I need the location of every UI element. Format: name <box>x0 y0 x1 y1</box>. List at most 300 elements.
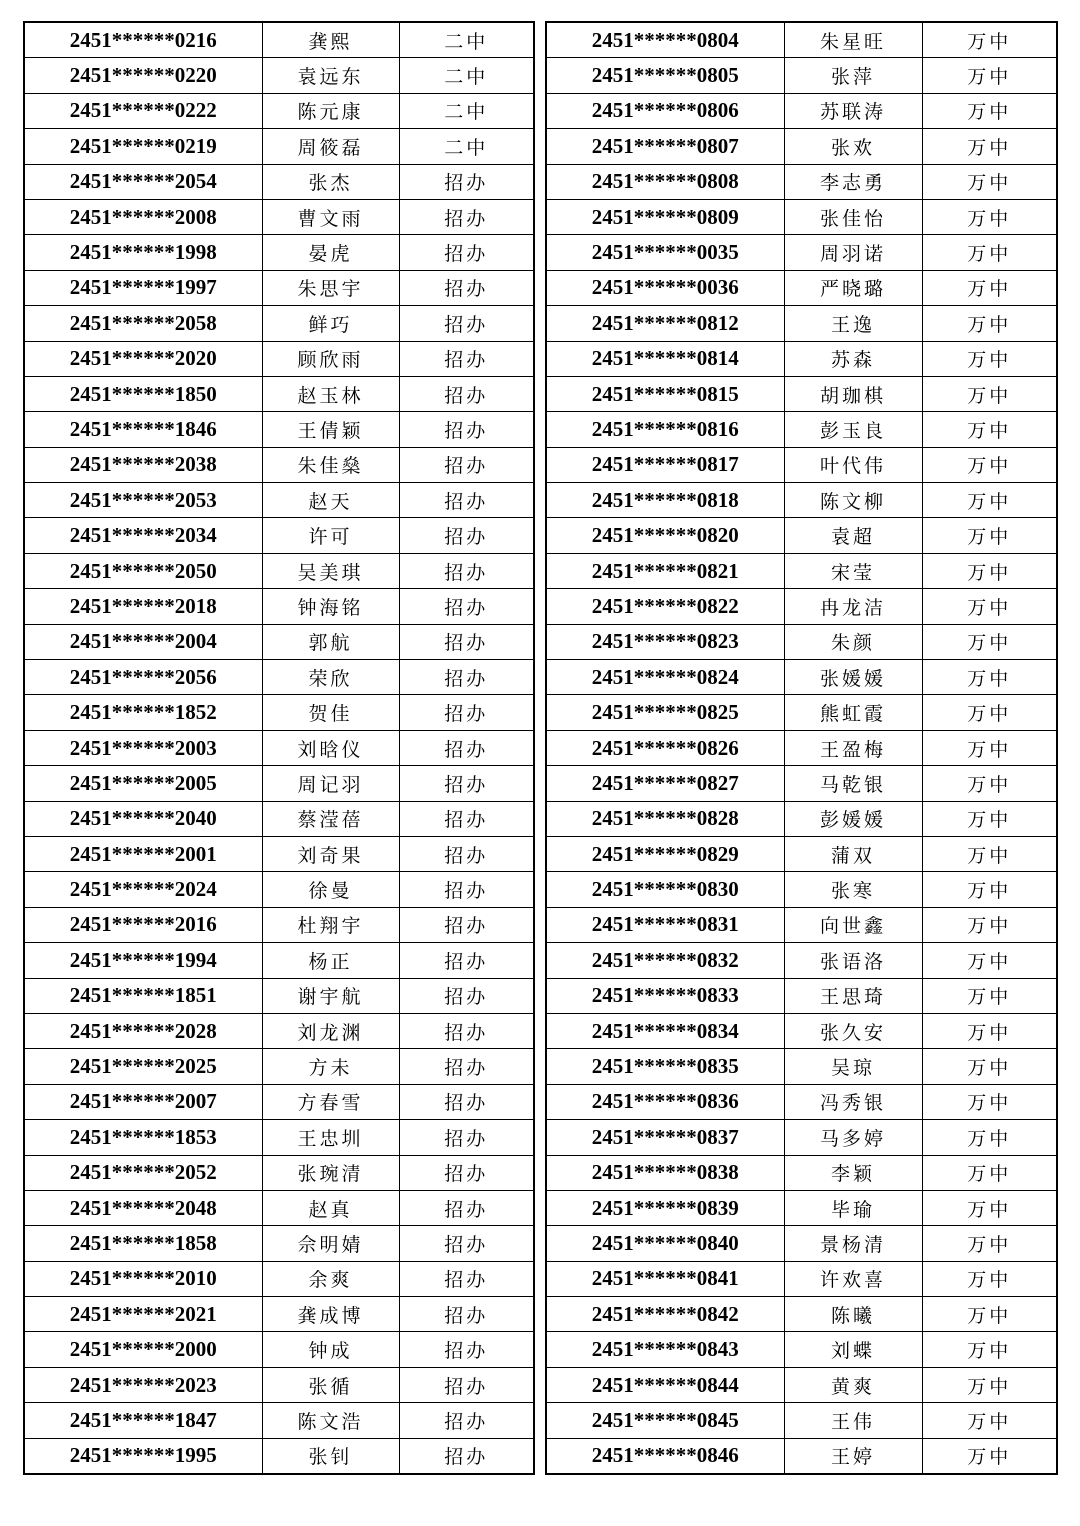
table-row <box>24 1226 534 1261</box>
student-name-cell: 苏森 <box>784 341 922 376</box>
exam-id-cell: 2451******2000 <box>24 1332 262 1367</box>
table-row <box>546 199 1057 234</box>
exam-id-cell: 2451******2052 <box>24 1155 262 1190</box>
exam-id-cell: 2451******2056 <box>24 660 262 695</box>
exam-id-cell: 2451******2016 <box>24 907 262 942</box>
school-cell: 招办 <box>399 412 534 447</box>
school-cell: 万中 <box>922 1049 1057 1084</box>
student-name-cell: 鲜巧 <box>262 306 399 341</box>
table-row <box>24 943 534 978</box>
school-cell: 万中 <box>922 1190 1057 1225</box>
exam-id-cell: 2451******0814 <box>546 341 784 376</box>
exam-id-cell: 2451******0830 <box>546 872 784 907</box>
student-name-cell: 叶代伟 <box>784 447 922 482</box>
student-name-cell: 李颖 <box>784 1155 922 1190</box>
school-cell: 万中 <box>922 483 1057 518</box>
exam-id-cell: 2451******0821 <box>546 553 784 588</box>
exam-id-cell: 2451******0219 <box>24 129 262 164</box>
student-name-cell: 苏联涛 <box>784 93 922 128</box>
student-name-cell: 景杨清 <box>784 1226 922 1261</box>
exam-id-cell: 2451******2018 <box>24 589 262 624</box>
school-cell: 招办 <box>399 447 534 482</box>
exam-id-cell: 2451******0826 <box>546 730 784 765</box>
school-cell: 万中 <box>922 341 1057 376</box>
exam-id-cell: 2451******0822 <box>546 589 784 624</box>
student-name-cell: 熊虹霞 <box>784 695 922 730</box>
school-cell: 招办 <box>399 1261 534 1296</box>
student-name-cell: 张循 <box>262 1367 399 1402</box>
student-name-cell: 陈元康 <box>262 93 399 128</box>
student-name-cell: 向世鑫 <box>784 907 922 942</box>
student-name-cell: 钟海铭 <box>262 589 399 624</box>
table-row <box>546 1013 1057 1048</box>
table-row <box>24 589 534 624</box>
exam-id-cell: 2451******0036 <box>546 270 784 305</box>
table-row <box>24 1049 534 1084</box>
table-row <box>546 1084 1057 1119</box>
school-cell: 招办 <box>399 1049 534 1084</box>
exam-id-cell: 2451******0220 <box>24 58 262 93</box>
table-row <box>546 730 1057 765</box>
school-cell: 招办 <box>399 1403 534 1438</box>
school-cell: 招办 <box>399 943 534 978</box>
student-name-cell: 张欢 <box>784 129 922 164</box>
school-cell: 招办 <box>399 270 534 305</box>
student-name-cell: 李志勇 <box>784 164 922 199</box>
school-cell: 万中 <box>922 1155 1057 1190</box>
table-row <box>546 270 1057 305</box>
exam-id-cell: 2451******2050 <box>24 553 262 588</box>
school-cell: 万中 <box>922 164 1057 199</box>
exam-id-cell: 2451******2020 <box>24 341 262 376</box>
table-row <box>546 1297 1057 1332</box>
student-name-cell: 刘奇果 <box>262 836 399 871</box>
student-name-cell: 蒲双 <box>784 836 922 871</box>
student-name-cell: 陈文浩 <box>262 1403 399 1438</box>
student-name-cell: 朱颜 <box>784 624 922 659</box>
school-cell: 二中 <box>399 129 534 164</box>
exam-id-cell: 2451******0840 <box>546 1226 784 1261</box>
table-row <box>24 1261 534 1296</box>
school-cell: 万中 <box>922 695 1057 730</box>
student-name-cell: 王思琦 <box>784 978 922 1013</box>
student-name-cell: 王倩颖 <box>262 412 399 447</box>
school-cell: 万中 <box>922 270 1057 305</box>
exam-id-cell: 2451******0829 <box>546 836 784 871</box>
table-row <box>546 978 1057 1013</box>
student-name-cell: 杨正 <box>262 943 399 978</box>
student-name-cell: 刘龙渊 <box>262 1013 399 1048</box>
table-row <box>24 447 534 482</box>
student-name-cell: 张媛媛 <box>784 660 922 695</box>
school-cell: 万中 <box>922 306 1057 341</box>
school-cell: 二中 <box>399 58 534 93</box>
exam-id-cell: 2451******0805 <box>546 58 784 93</box>
table-row <box>546 1049 1057 1084</box>
table-row <box>546 553 1057 588</box>
exam-id-cell: 2451******1846 <box>24 412 262 447</box>
school-cell: 万中 <box>922 872 1057 907</box>
table-row <box>24 1332 534 1367</box>
table-row <box>24 766 534 801</box>
student-name-cell: 张语洛 <box>784 943 922 978</box>
exam-id-cell: 2451******1851 <box>24 978 262 1013</box>
student-name-cell: 彭玉良 <box>784 412 922 447</box>
school-cell: 万中 <box>922 412 1057 447</box>
exam-id-cell: 2451******0833 <box>546 978 784 1013</box>
school-cell: 万中 <box>922 1261 1057 1296</box>
student-name-cell: 冯秀银 <box>784 1084 922 1119</box>
exam-id-cell: 2451******0831 <box>546 907 784 942</box>
table-row <box>24 129 534 164</box>
student-name-cell: 袁超 <box>784 518 922 553</box>
table-row <box>24 1190 534 1225</box>
exam-id-cell: 2451******0816 <box>546 412 784 447</box>
table-row <box>24 1120 534 1155</box>
table-row <box>24 199 534 234</box>
table-row <box>24 518 534 553</box>
table-row <box>24 270 534 305</box>
table-row <box>24 624 534 659</box>
student-name-cell: 刘晗仪 <box>262 730 399 765</box>
student-name-cell: 蔡滢蓓 <box>262 801 399 836</box>
student-name-cell: 张琬清 <box>262 1155 399 1190</box>
exam-id-cell: 2451******2028 <box>24 1013 262 1048</box>
table-row <box>546 518 1057 553</box>
exam-id-cell: 2451******2021 <box>24 1297 262 1332</box>
school-cell: 万中 <box>922 58 1057 93</box>
exam-id-cell: 2451******0841 <box>546 1261 784 1296</box>
table-row <box>546 1332 1057 1367</box>
student-name-cell: 朱星旺 <box>784 22 922 58</box>
school-cell: 招办 <box>399 1332 534 1367</box>
table-row <box>546 306 1057 341</box>
exam-id-cell: 2451******0828 <box>546 801 784 836</box>
school-cell: 招办 <box>399 624 534 659</box>
school-cell: 万中 <box>922 589 1057 624</box>
table-row <box>24 22 534 58</box>
exam-id-cell: 2451******0812 <box>546 306 784 341</box>
table-row <box>546 624 1057 659</box>
school-cell: 招办 <box>399 730 534 765</box>
table-row <box>546 1120 1057 1155</box>
school-cell: 招办 <box>399 235 534 270</box>
student-name-cell: 张佳怡 <box>784 199 922 234</box>
student-name-cell: 张萍 <box>784 58 922 93</box>
school-cell: 万中 <box>922 1403 1057 1438</box>
exam-id-cell: 2451******0823 <box>546 624 784 659</box>
student-name-cell: 王婷 <box>784 1438 922 1474</box>
school-cell: 招办 <box>399 1155 534 1190</box>
table-row <box>546 1155 1057 1190</box>
table-row <box>546 1190 1057 1225</box>
table-row <box>546 943 1057 978</box>
school-cell: 招办 <box>399 1438 534 1474</box>
table-row <box>546 1226 1057 1261</box>
student-name-cell: 陈文柳 <box>784 483 922 518</box>
school-cell: 招办 <box>399 1226 534 1261</box>
student-name-cell: 周记羽 <box>262 766 399 801</box>
exam-id-cell: 2451******2053 <box>24 483 262 518</box>
school-cell: 招办 <box>399 660 534 695</box>
table-row <box>546 412 1057 447</box>
student-name-cell: 晏虎 <box>262 235 399 270</box>
student-name-cell: 王忠圳 <box>262 1120 399 1155</box>
exam-id-cell: 2451******0834 <box>546 1013 784 1048</box>
table-row <box>546 907 1057 942</box>
school-cell: 招办 <box>399 1013 534 1048</box>
table-row <box>546 766 1057 801</box>
student-name-cell: 赵天 <box>262 483 399 518</box>
school-cell: 招办 <box>399 376 534 411</box>
exam-id-cell: 2451******2038 <box>24 447 262 482</box>
student-name-cell: 曹文雨 <box>262 199 399 234</box>
exam-id-cell: 2451******1853 <box>24 1120 262 1155</box>
student-name-cell: 张杰 <box>262 164 399 199</box>
student-name-cell: 朱思宇 <box>262 270 399 305</box>
school-cell: 万中 <box>922 1332 1057 1367</box>
student-name-cell: 郭航 <box>262 624 399 659</box>
exam-id-cell: 2451******2023 <box>24 1367 262 1402</box>
school-cell: 招办 <box>399 907 534 942</box>
school-cell: 万中 <box>922 1120 1057 1155</box>
table-row <box>546 235 1057 270</box>
exam-id-cell: 2451******0838 <box>546 1155 784 1190</box>
student-name-cell: 方未 <box>262 1049 399 1084</box>
exam-id-cell: 2451******2001 <box>24 836 262 871</box>
school-cell: 万中 <box>922 978 1057 1013</box>
student-name-cell: 马乾银 <box>784 766 922 801</box>
student-name-cell: 赵玉林 <box>262 376 399 411</box>
school-cell: 万中 <box>922 730 1057 765</box>
student-name-cell: 徐曼 <box>262 872 399 907</box>
student-name-cell: 杜翔宇 <box>262 907 399 942</box>
student-name-cell: 吴琼 <box>784 1049 922 1084</box>
school-cell: 二中 <box>399 22 534 58</box>
school-cell: 万中 <box>922 624 1057 659</box>
school-cell: 招办 <box>399 1367 534 1402</box>
student-name-cell: 张钊 <box>262 1438 399 1474</box>
exam-id-cell: 2451******2048 <box>24 1190 262 1225</box>
student-name-cell: 龚成博 <box>262 1297 399 1332</box>
student-name-cell: 严晓璐 <box>784 270 922 305</box>
student-name-cell: 周羽诺 <box>784 235 922 270</box>
table-row <box>24 412 534 447</box>
table-row <box>546 129 1057 164</box>
school-cell: 万中 <box>922 1013 1057 1048</box>
school-cell: 招办 <box>399 1120 534 1155</box>
table-row <box>546 1367 1057 1402</box>
student-name-cell: 吴美琪 <box>262 553 399 588</box>
table-row <box>24 660 534 695</box>
school-cell: 招办 <box>399 518 534 553</box>
exam-id-cell: 2451******0827 <box>546 766 784 801</box>
exam-id-cell: 2451******0842 <box>546 1297 784 1332</box>
student-name-cell: 谢宇航 <box>262 978 399 1013</box>
student-name-cell: 钟成 <box>262 1332 399 1367</box>
school-cell: 招办 <box>399 836 534 871</box>
exam-id-cell: 2451******0825 <box>546 695 784 730</box>
school-cell: 万中 <box>922 1297 1057 1332</box>
exam-id-cell: 2451******1858 <box>24 1226 262 1261</box>
school-cell: 万中 <box>922 22 1057 58</box>
student-name-cell: 彭媛媛 <box>784 801 922 836</box>
student-name-cell: 张久安 <box>784 1013 922 1048</box>
exam-id-cell: 2451******0806 <box>546 93 784 128</box>
roster-table-right-body <box>546 22 1057 1474</box>
exam-id-cell: 2451******0845 <box>546 1403 784 1438</box>
exam-id-cell: 2451******0837 <box>546 1120 784 1155</box>
school-cell: 招办 <box>399 872 534 907</box>
student-name-cell: 袁远东 <box>262 58 399 93</box>
table-row <box>546 58 1057 93</box>
school-cell: 万中 <box>922 129 1057 164</box>
student-name-cell: 黄爽 <box>784 1367 922 1402</box>
student-name-cell: 贺佳 <box>262 695 399 730</box>
school-cell: 万中 <box>922 1367 1057 1402</box>
table-row <box>546 376 1057 411</box>
roster-table-left <box>23 21 535 1475</box>
school-cell: 招办 <box>399 1190 534 1225</box>
exam-id-cell: 2451******2003 <box>24 730 262 765</box>
school-cell: 万中 <box>922 660 1057 695</box>
school-cell: 万中 <box>922 943 1057 978</box>
exam-id-cell: 2451******1998 <box>24 235 262 270</box>
student-name-cell: 刘蝶 <box>784 1332 922 1367</box>
exam-id-cell: 2451******0824 <box>546 660 784 695</box>
exam-id-cell: 2451******0807 <box>546 129 784 164</box>
student-name-cell: 赵真 <box>262 1190 399 1225</box>
student-name-cell: 顾欣雨 <box>262 341 399 376</box>
exam-id-cell: 2451******1852 <box>24 695 262 730</box>
exam-id-cell: 2451******2007 <box>24 1084 262 1119</box>
student-name-cell: 王伟 <box>784 1403 922 1438</box>
school-cell: 招办 <box>399 553 534 588</box>
exam-id-cell: 2451******0843 <box>546 1332 784 1367</box>
school-cell: 万中 <box>922 766 1057 801</box>
table-row <box>24 1155 534 1190</box>
school-cell: 万中 <box>922 553 1057 588</box>
student-name-cell: 王盈梅 <box>784 730 922 765</box>
student-name-cell: 朱佳燊 <box>262 447 399 482</box>
exam-id-cell: 2451******2025 <box>24 1049 262 1084</box>
exam-id-cell: 2451******2034 <box>24 518 262 553</box>
table-row <box>24 93 534 128</box>
exam-id-cell: 2451******2058 <box>24 306 262 341</box>
school-cell: 招办 <box>399 589 534 624</box>
school-cell: 招办 <box>399 1084 534 1119</box>
school-cell: 万中 <box>922 836 1057 871</box>
school-cell: 招办 <box>399 978 534 1013</box>
table-row <box>546 801 1057 836</box>
roster-table-left-body <box>24 22 534 1474</box>
table-row <box>24 376 534 411</box>
student-name-cell: 佘明婧 <box>262 1226 399 1261</box>
exam-id-cell: 2451******1994 <box>24 943 262 978</box>
table-row <box>24 553 534 588</box>
exam-id-cell: 2451******1850 <box>24 376 262 411</box>
exam-id-cell: 2451******0839 <box>546 1190 784 1225</box>
school-cell: 万中 <box>922 518 1057 553</box>
student-name-cell: 方春雪 <box>262 1084 399 1119</box>
table-row <box>546 483 1057 518</box>
student-name-cell: 张寒 <box>784 872 922 907</box>
table-row <box>24 695 534 730</box>
student-name-cell: 马多婷 <box>784 1120 922 1155</box>
table-row <box>24 341 534 376</box>
student-name-cell: 龚熙 <box>262 22 399 58</box>
exam-id-cell: 2451******2005 <box>24 766 262 801</box>
exam-id-cell: 2451******0844 <box>546 1367 784 1402</box>
exam-id-cell: 2451******2040 <box>24 801 262 836</box>
school-cell: 二中 <box>399 93 534 128</box>
school-cell: 万中 <box>922 93 1057 128</box>
student-name-cell: 胡珈棋 <box>784 376 922 411</box>
exam-id-cell: 2451******0222 <box>24 93 262 128</box>
exam-id-cell: 2451******0815 <box>546 376 784 411</box>
student-name-cell: 冉龙洁 <box>784 589 922 624</box>
exam-id-cell: 2451******0817 <box>546 447 784 482</box>
exam-id-cell: 2451******2010 <box>24 1261 262 1296</box>
student-name-cell: 周筱磊 <box>262 129 399 164</box>
table-row <box>546 660 1057 695</box>
school-cell: 万中 <box>922 447 1057 482</box>
table-row <box>24 483 534 518</box>
table-row <box>546 164 1057 199</box>
exam-id-cell: 2451******0832 <box>546 943 784 978</box>
exam-id-cell: 2451******0809 <box>546 199 784 234</box>
table-row <box>546 695 1057 730</box>
student-name-cell: 宋莹 <box>784 553 922 588</box>
table-row <box>546 22 1057 58</box>
exam-id-cell: 2451******0818 <box>546 483 784 518</box>
exam-id-cell: 2451******0808 <box>546 164 784 199</box>
school-cell: 万中 <box>922 235 1057 270</box>
table-row <box>24 872 534 907</box>
table-row <box>24 1013 534 1048</box>
table-row <box>24 907 534 942</box>
table-row <box>546 1261 1057 1296</box>
school-cell: 招办 <box>399 341 534 376</box>
school-cell: 招办 <box>399 766 534 801</box>
exam-id-cell: 2451******1995 <box>24 1438 262 1474</box>
table-row <box>546 341 1057 376</box>
student-name-cell: 毕瑜 <box>784 1190 922 1225</box>
exam-id-cell: 2451******2054 <box>24 164 262 199</box>
school-cell: 万中 <box>922 1084 1057 1119</box>
school-cell: 万中 <box>922 907 1057 942</box>
table-row <box>546 836 1057 871</box>
table-row <box>24 1438 534 1474</box>
table-row <box>24 306 534 341</box>
student-name-cell: 陈曦 <box>784 1297 922 1332</box>
student-name-cell: 许欢喜 <box>784 1261 922 1296</box>
school-cell: 招办 <box>399 1297 534 1332</box>
table-row <box>546 1438 1057 1474</box>
table-row <box>24 801 534 836</box>
school-cell: 万中 <box>922 801 1057 836</box>
table-row <box>546 93 1057 128</box>
school-cell: 招办 <box>399 801 534 836</box>
exam-id-cell: 2451******0846 <box>546 1438 784 1474</box>
table-row <box>546 589 1057 624</box>
table-row <box>546 447 1057 482</box>
student-name-cell: 许可 <box>262 518 399 553</box>
table-row <box>24 1367 534 1402</box>
student-name-cell: 荣欣 <box>262 660 399 695</box>
exam-id-cell: 2451******0820 <box>546 518 784 553</box>
school-cell: 招办 <box>399 164 534 199</box>
